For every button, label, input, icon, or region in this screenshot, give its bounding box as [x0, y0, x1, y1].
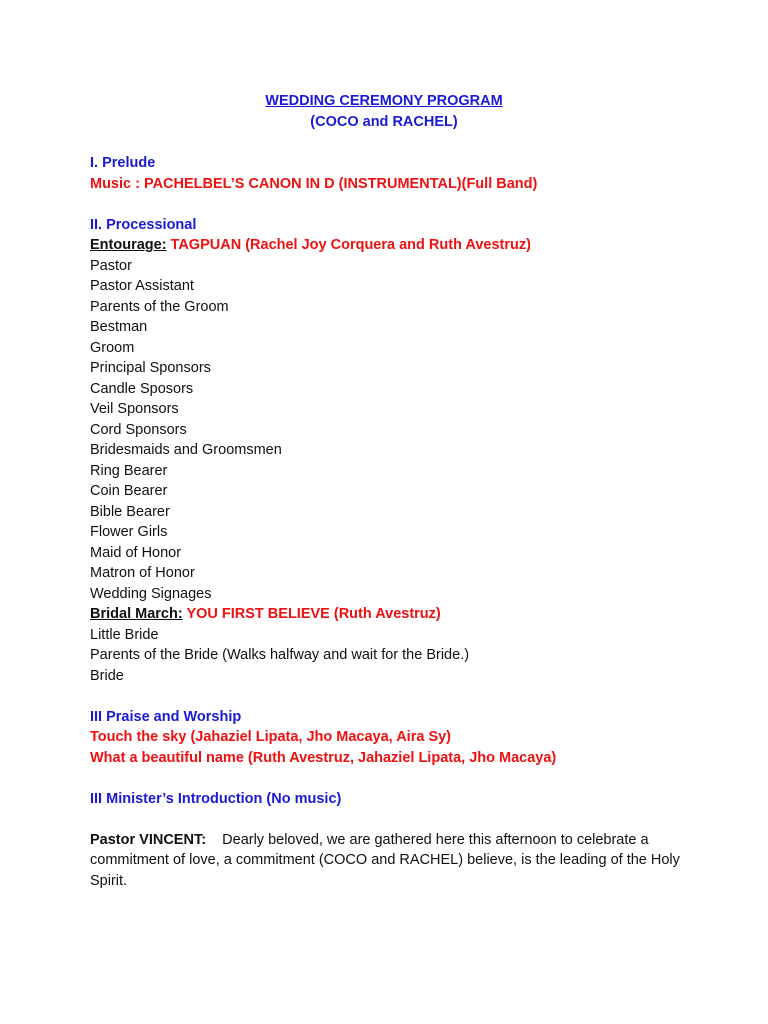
list-item: Cord Sponsors: [90, 421, 187, 438]
song-item: What a beautiful name (Ruth Avestruz, Jahaziel Lipata, Jho Macaya): [90, 749, 557, 766]
list-item: Wedding Signages: [90, 585, 212, 602]
list-item: Ring Bearer: [90, 462, 168, 479]
pastor-paragraph: [90, 830, 680, 892]
list-item: Maid of Honor: [90, 544, 182, 561]
title-block: [0, 91, 768, 132]
list-item: Little Bride: [90, 626, 159, 643]
program-content: [90, 153, 690, 891]
document-title: WEDDING CEREMONY PROGRAM: [265, 93, 503, 109]
list-item: Groom: [90, 339, 135, 356]
entourage-label: Entourage:: [90, 237, 167, 253]
bridal-march-label: Bridal March:: [90, 606, 183, 622]
section-heading-processional: II. Processional: [90, 216, 197, 233]
document-subtitle: (COCO and RACHEL): [310, 113, 458, 130]
entourage-value: TAGPUAN (Rachel Joy Corquera and Ruth Avestruz): [166, 237, 531, 253]
list-item: Bride: [90, 667, 124, 684]
entourage-line: [90, 235, 690, 256]
section-heading-praise: III Praise and Worship: [90, 708, 242, 725]
list-item: Pastor: [90, 257, 132, 274]
spacer: [90, 686, 690, 707]
song-item: Touch the sky (Jahaziel Lipata, Jho Macaya, Aira Sy): [90, 729, 452, 745]
spacer: [90, 194, 690, 215]
list-item: Principal Sponsors: [90, 360, 211, 376]
paragraph-text: Dearly beloved, we are gathered here this afternoon to celebrate a commitment of love, a commitment (COCO and RACHEL) believe, is the leading of the Holy Spirit.: [90, 831, 680, 889]
list-item: Bridesmaids and Groomsmen: [90, 442, 282, 458]
list-item: Parents of the Groom: [90, 298, 229, 315]
prelude-music: Music : PACHELBEL’S CANON IN D (INSTRUMENTAL)(Full Band): [90, 175, 538, 192]
list-item: Veil Sponsors: [90, 401, 179, 417]
list-item: Flower Girls: [90, 524, 168, 540]
list-item: Pastor Assistant: [90, 278, 194, 294]
list-item: Bible Bearer: [90, 503, 170, 520]
list-item: Bestman: [90, 319, 148, 335]
list-item: Parents of the Bride (Walks halfway and wait for the Bride.): [90, 647, 470, 663]
spacer: [90, 809, 690, 830]
bridal-march-line: [90, 604, 690, 625]
list-item: Candle Sposors: [90, 380, 194, 397]
section-heading-minister: III Minister’s Introduction (No music): [90, 790, 342, 807]
section-heading-prelude: I. Prelude: [90, 155, 156, 171]
list-item: Coin Bearer: [90, 483, 168, 499]
speaker-label: Pastor VINCENT:: [90, 831, 207, 848]
list-item: Matron of Honor: [90, 565, 195, 581]
spacer: [90, 768, 690, 789]
bridal-march-value: YOU FIRST BELIEVE (Ruth Avestruz): [182, 606, 441, 622]
